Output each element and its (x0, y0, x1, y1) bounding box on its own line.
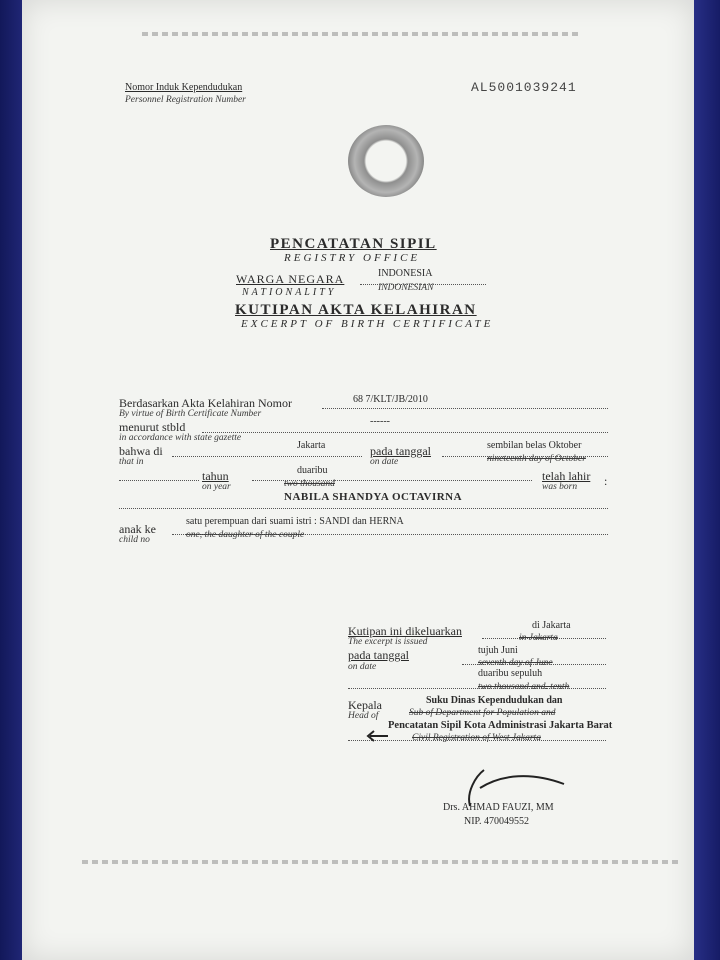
issued-date-dots (462, 664, 606, 665)
nationality-label-en: NATIONALITY (242, 287, 337, 298)
year-value: duaribu (297, 465, 328, 476)
scan-artifact-bottom (82, 860, 682, 864)
issued-date-label-en: on date (348, 662, 377, 672)
issued-date-en: seventh day of June (478, 658, 553, 668)
nationality-label: WARGA NEGARA (236, 272, 345, 286)
year-label: tahun (202, 469, 229, 483)
cert-number-value: 68 7/KLT/JB/2010 (353, 394, 428, 405)
date-value-en: nineteenth day of October (487, 454, 586, 464)
head-label-en: Head of (348, 711, 379, 721)
stbld-dots (202, 432, 608, 433)
official-nip: NIP. 470049552 (464, 816, 530, 827)
nationality-value: INDONESIA (378, 268, 433, 279)
born-colon: : (604, 474, 608, 488)
issued-place-dots (482, 638, 606, 639)
date-dots (442, 456, 608, 457)
nationality-value-en: INDONESIAN (378, 283, 434, 293)
year-value-en: two thousand (284, 479, 335, 489)
child-no-value-en: one, the daughter of the couple (186, 530, 305, 540)
stbld-value: ------ (370, 416, 390, 427)
born-label: telah lahir (542, 469, 591, 483)
place-value: Jakarta (297, 440, 326, 451)
document-title: KUTIPAN AKTA KELAHIRAN (235, 302, 477, 318)
date-value: sembilan belas Oktober (487, 440, 582, 451)
issued-place: di Jakarta (532, 620, 571, 631)
nik-label-en: Personnel Registration Number (125, 95, 246, 105)
agency-line1: Suku Dinas Kependudukan dan (426, 695, 563, 706)
child-name-dots (119, 508, 608, 509)
issued-date-label: pada tanggal (348, 648, 409, 662)
date-label: pada tanggal (370, 444, 431, 458)
issued-place-en: in Jakarta (519, 633, 558, 643)
arrow-mark-icon (364, 726, 392, 746)
child-no-value: satu perempuan dari suami istri : SANDI dan HERNA (186, 516, 404, 527)
background-right (690, 0, 720, 960)
child-name: NABILA SHANDYA OCTAVIRNA (284, 491, 463, 503)
place-dots (172, 456, 362, 457)
year-label-en: on year (202, 482, 231, 492)
scan-artifact-top (142, 32, 582, 36)
place-label: bahwa di (119, 444, 163, 458)
year-dots (252, 480, 532, 481)
issued-year: duaribu sepuluh (478, 668, 543, 679)
year-lead-dots (119, 480, 199, 481)
nationality-dots (360, 284, 486, 285)
child-no-label: anak ke (119, 522, 156, 536)
cert-number-label: Berdasarkan Akta Kelahiran Nomor (119, 396, 292, 410)
office-title-en: REGISTRY OFFICE (284, 252, 421, 264)
certificate-paper (22, 0, 694, 960)
seal-emblem-icon (348, 125, 424, 197)
child-no-label-en: child no (119, 535, 150, 545)
cert-number-dots (322, 408, 608, 409)
office-title: PENCATATAN SIPIL (270, 236, 437, 252)
issued-label-en: The excerpt is issued (348, 637, 428, 647)
official-name: Drs. AHMAD FAUZI, MM (443, 802, 554, 813)
born-label-en: was born (542, 482, 578, 492)
document-title-en: EXCERPT OF BIRTH CERTIFICATE (241, 318, 494, 330)
agency-line2: Pencatatan Sipil Kota Administrasi Jakarta Barat (388, 720, 613, 731)
head-label: Kepala (348, 698, 382, 712)
nik-label: Nomor Induk Kependudukan (125, 82, 243, 93)
stbld-label-en: in accordance with state gazette (119, 433, 242, 443)
child-no-dots (172, 534, 608, 535)
cert-number-label-en: By virtue of Birth Certificate Number (119, 409, 262, 419)
issued-year-en: two thousand and. tenth (478, 682, 570, 692)
issued-year-dots (348, 688, 606, 689)
issued-date: tujuh Juni (478, 645, 518, 656)
issued-label: Kutipan ini dikeluarkan (348, 624, 462, 638)
date-label-en: on date (370, 457, 399, 467)
agency-line2-en: Civil Registration of West Jakarta (412, 733, 541, 743)
place-label-en: that in (119, 457, 144, 467)
agency-line1-en: Sub of Department for Population and (409, 708, 556, 718)
stbld-label: menurut stbld (119, 420, 186, 434)
document-number: AL5001039241 (471, 80, 577, 95)
